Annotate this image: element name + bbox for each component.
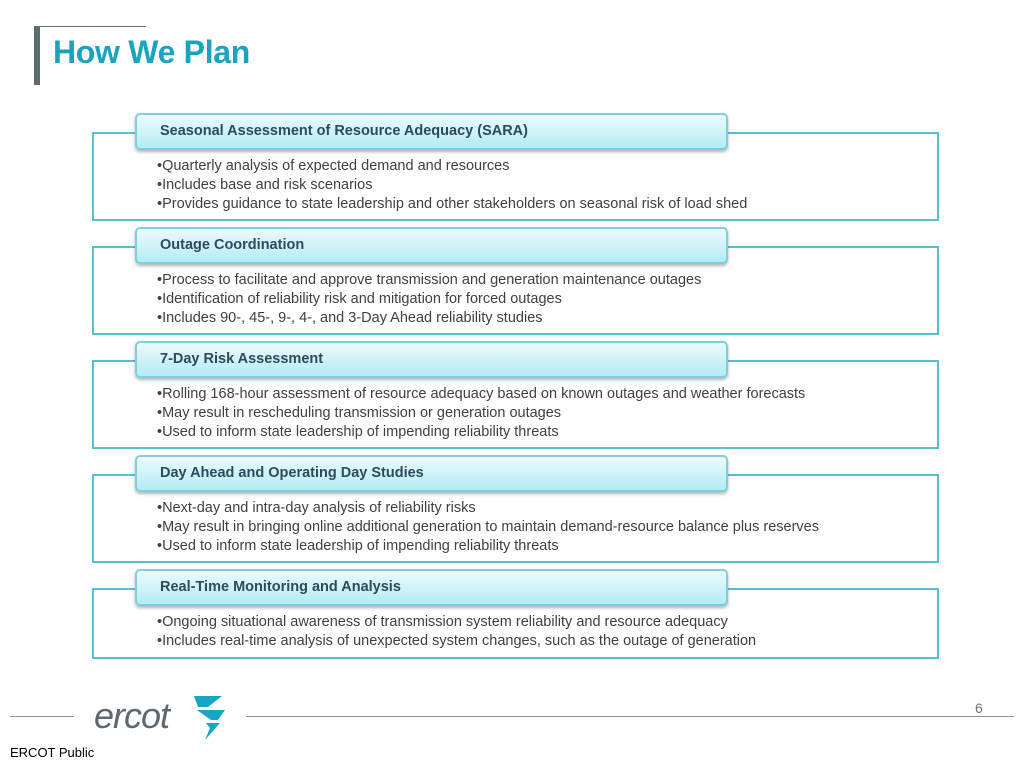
bullet-item: [157, 404, 805, 423]
ercot-logo-wordmark: ercot: [94, 695, 170, 736]
bullet-text: May result in rescheduling transmission or generation outages: [162, 405, 562, 421]
bullet-item: [157, 385, 805, 404]
ercot-bolt-icon: [194, 696, 225, 740]
bullet-item: [157, 537, 819, 556]
bullet-text: Process to facilitate and approve transmission and generation maintenance outages: [162, 272, 702, 288]
bullet-text: Rolling 168-hour assessment of resource adequacy based on known outages and weather forecasts: [162, 386, 806, 402]
section-heading: Seasonal Assessment of Resource Adequacy (SARA): [135, 113, 728, 150]
page-title: How We Plan: [53, 34, 251, 70]
bullet-list: [157, 385, 805, 442]
footer-divider-right: [246, 716, 1014, 717]
bullet-item: [157, 309, 701, 328]
bullet-text: May result in bringing online additional generation to maintain demand-resource balance plus reserves: [162, 519, 819, 535]
bullet-item: [157, 157, 747, 176]
section-heading: Outage Coordination: [135, 227, 728, 264]
bullet-list: [157, 613, 756, 651]
bullet-text: Quarterly analysis of expected demand and resources: [162, 158, 510, 174]
bullet-item: [157, 195, 747, 214]
section-heading: 7-Day Risk Assessment: [135, 341, 728, 378]
bullet-item: [157, 290, 701, 309]
bullet-item: [157, 632, 756, 651]
classification-label: ERCOT Public: [10, 745, 95, 760]
bullet-item: [157, 271, 701, 290]
bullet-item: [157, 499, 819, 518]
section-heading: Day Ahead and Operating Day Studies: [135, 455, 728, 492]
bullet-item: [157, 176, 747, 195]
section-heading: Real-Time Monitoring and Analysis: [135, 569, 728, 606]
ercot-logo: [94, 690, 229, 742]
bullet-list: [157, 271, 701, 328]
bullet-text: Includes base and risk scenarios: [162, 177, 373, 193]
bullet-text: Used to inform state leadership of impending reliability threats: [162, 538, 559, 554]
bullet-list: [157, 157, 747, 214]
bullet-text: Next-day and intra-day analysis of reliability risks: [162, 500, 476, 516]
bullet-text: Provides guidance to state leadership and other stakeholders on seasonal risk of load shed: [162, 196, 748, 212]
bullet-text: Includes 90-, 45-, 9-, 4-, and 3-Day Ahead reliability studies: [162, 310, 543, 326]
bullet-item: [157, 613, 756, 632]
footer-divider-left: [10, 716, 74, 717]
bullet-text: Ongoing situational awareness of transmission system reliability and resource adequacy: [162, 614, 728, 630]
bullet-text: Used to inform state leadership of impending reliability threats: [162, 424, 559, 440]
bullet-text: Identification of reliability risk and mitigation for forced outages: [162, 291, 562, 307]
bullet-text: Includes real-time analysis of unexpected system changes, such as the outage of generation: [162, 633, 757, 649]
page-number: 6: [975, 700, 983, 716]
bullet-item: [157, 518, 819, 537]
bullet-list: [157, 499, 819, 556]
bullet-item: [157, 423, 805, 442]
